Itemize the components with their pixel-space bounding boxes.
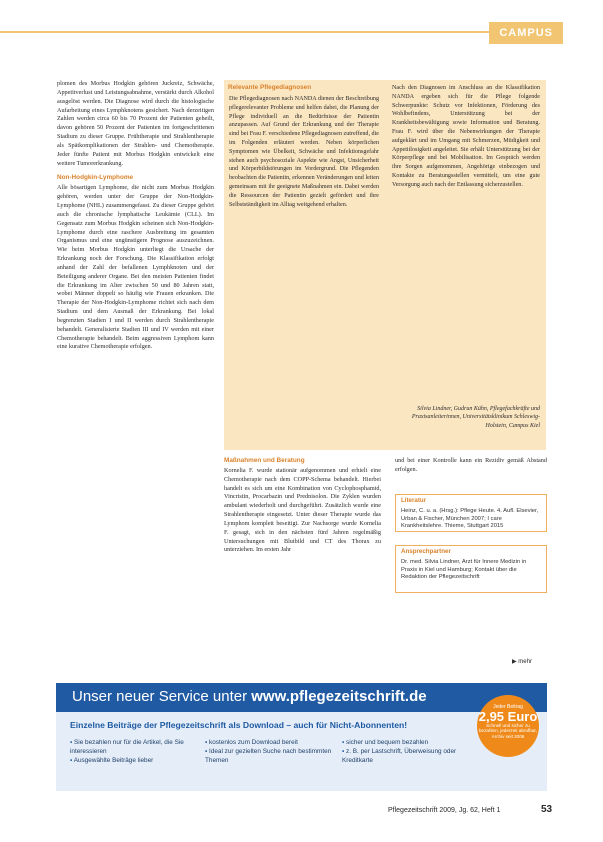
price-value: 2,95 Euro <box>478 709 538 724</box>
ad-feature: ▪ kostenlos zum Download bereit <box>205 738 333 747</box>
ad-subtitle: Einzelne Beiträge der Pflegezeitschrift als Download – auch für Nicht-Abonnenten! <box>70 720 408 730</box>
continuation-marker: ▶ mehr <box>512 659 532 665</box>
journal-citation: Pflegezeitschrift 2009, Jg. 62, Heft 1 <box>388 807 501 814</box>
middle-paragraph: Kornelia F. wurde stationär aufgenommen und erhielt eine Chemotherapie nach dem COPP-Schema behandelt. Hierbei handelt es sich um eine Kombination von Cyclophosphamid, Vincristin, Procarbazin und Prednisolon. Die Zyklen wurden ambulant wiederholt und durchgeführt. Zusätzlich wurde eine Strahlentherapie eingesetzt. Unter dieser Therapie wurde das Lymphom komplett beseitigt. Zur Nachsorge wurde Kornelia F. gesagt, sich in den nächsten fünf Jahren regelmäßig Untersuchungen mit Blutbild und CT des Thorax zu unterziehen. Im ersten Jahr <box>224 466 381 554</box>
ad-feature: ▪ Ausgewählte Beiträge lieber <box>70 756 198 765</box>
page-number: 53 <box>541 804 553 815</box>
contact-heading: Ansprechpartner <box>401 548 451 555</box>
header-rule <box>0 31 560 33</box>
section-tab: CAMPUS <box>489 22 563 44</box>
ad-feature-column-3 <box>342 738 480 765</box>
right-column <box>395 457 547 475</box>
ad-feature: ▪ z. B. per Lastschrift, Überweisung oder Kreditkarte <box>342 747 480 765</box>
panel-column-2: Nach den Diagnosen im Anschluss an die Klassifikation NANDA ergeben sich für die Pflege folgende Schwerpunkte: Schutz vor Infektionen, Förderung des Wohlbefindens, Unterstützung bei der Krankheitsbewältigung sowie Information und Beratung. Frau F. wird über die Nebenwirkungen der Therapie aufgeklärt und im Umgang mit Schmerzen, Müdigkeit und Appetitlosigkeit angeleitet. Sie erhält Unterstützung bei der Körperpflege und bei Mobilisation. Im Gespräch werden ihre Sorgen aufgenommen, Angehörige einbezogen und Kontakte zu Beratungsstellen vermittelt, um eine gute Versorgung auch nach der Entlassung sicherzustellen. <box>392 85 540 188</box>
left-paragraph-2: Alle bösartigen Lymphome, die nicht zum Morbus Hodgkin gehören, werden unter der Gruppe der Non-Hodgkin-Lymphome (NHL) zusammengefasst. Zu dieser Gruppe gehört auch die chronische lymphatische Leukämie (CLL). Im Gegensatz zum Morbus Hodgkin scheinen sich Non-Hodgkin-Lymphome durch eine raschere Ausbreitung im gesamten Organismus und eine ungünstigere Prognose auszuzeichnen. Wie beim Morbus Hodgkin unterliegt die Ursache der Erkrankung noch der Forschung. Die Klassifikation erfolgt anhand der Zahl der befallenen Lymphknoten und der Beteiligung anderer Organe. Bei den meisten Patienten findet die Erkrankung im Alter zwischen 50 und 80 Jahren statt, wobei Männer doppelt so häufig wie Frauen erkranken. Die Therapie der Non-Hodgkin-Lymphome richtet sich nach dem Stadium und dem Ausmaß der Erkrankung. Bei lokal begrenzten Stadien I und II werden durch Strahlentherapie behandelt. Generalisierte Stadien III und IV werden mit einer Chemotherapie behandelt. Beim aggressiven Lymphom kann eine kurative Chemotherapie erfolgen. <box>57 184 214 351</box>
middle-column <box>224 457 381 555</box>
ad-feature: ▪ Ideal zur gezielten Suche nach bestimmten Themen <box>205 747 333 765</box>
literature-box <box>395 494 547 532</box>
service-advertisement <box>56 683 547 791</box>
literature-body: Heinz, C. u. a. (Hrsg.): Pflege Heute. 4. Aufl. Elsevier, Urban & Fischer, München 2007; I care Krankheitslehre. Thieme, Stuttgart 2015 <box>401 508 539 530</box>
price-note: Schnell und sicher zu bezahlen, jederzeit abrufbar, Archiv seit 2006 <box>479 723 537 739</box>
section-header <box>0 18 603 52</box>
ad-feature-list <box>70 738 480 782</box>
left-heading-nhl: Non-Hodgkin-Lymphome <box>57 174 134 182</box>
price-label: Jeder Beitrag <box>493 704 523 710</box>
contact-body: Dr. med. Silvia Lindner, Arzt für Innere Medizin in Praxis in Kiel und Hamburg; Kontakt über die Redaktion der Pflegezeitschrift <box>401 559 527 581</box>
care-diagnosis-panel <box>224 80 546 450</box>
middle-heading: Maßnahmen und Beratung <box>224 457 305 464</box>
left-paragraph-1: plomen des Morbus Hodgkin gehören Juckreiz, Schwäche, Appetitverlust und Leistungsabnahme, verstärkt durch Alkohol ausgelöst werden. Die Diagnose wird durch die histologische Aufarbeitung eines Lymphknotens gesichert. Nach derzeitigen Zahlen werden circa 60 bis 70 Prozent der Patienten geheilt, davon gehören 50 Prozent der Patienten im fortgeschrittenen Stadium zu dieser Gruppe. Frühtherapie und Strahlentherapie als Spätkomplikationen der Strahlen- und Chemotherapie. Jeder fünfte Patient mit Morbus Hodgkin entwickelt eine weitere Tumorerkrankung. <box>57 80 214 167</box>
ad-feature-column-2 <box>205 738 333 765</box>
ad-feature-column-1 <box>70 738 198 765</box>
ad-feature: ▪ Sie bezahlen nur für die Artikel, die Sie interessieren <box>70 738 198 756</box>
panel-author: Silvia Lindner, Gudrun Kühn, Pflegefachkräfte und Praxisanleiterinnen, Universitätsklinikum Schleswig-Holstein, Campus Kiel <box>411 406 540 429</box>
contact-box <box>395 545 547 593</box>
literature-heading: Literatur <box>401 497 427 504</box>
left-column <box>57 80 214 352</box>
panel-column-1: Die Pflegediagnosen nach NANDA dienen der Beschreibung pflegerelevanter Probleme und helfen dabei, die Planung der Pflege individuell an die Bedürfnisse der Patientin anzupassen. Auf Grund der Erkrankung und der Therapie sind bei Frau F. verschiedene Pflegediagnosen zutreffend, die im Folgenden erläutert werden. Neben körperlichen Symptomen wie Übelkeit, Schwäche und Infektionsgefahr stehen auch psychosoziale Aspekte wie Angst, Unsicherheit und Körperbildstörungen im Vordergrund. Die Pflegenden beobachten die Patientin, erkennen Veränderungen und leiten gemeinsam mit ihr geeignete Maßnahmen ein. Dabei werden die Ressourcen der Patientin gezielt gefördert und ihre Selbstständigkeit im Alltag weitgehend erhalten. <box>229 96 379 208</box>
ad-banner <box>56 683 547 712</box>
price-badge <box>477 695 539 757</box>
ad-feature: ▪ sicher und bequem bezahlen <box>342 738 480 747</box>
ad-website-link[interactable]: www.pflegezeitschrift.de <box>251 688 427 705</box>
panel-heading: Relevante Pflegediagnosen <box>228 84 312 91</box>
right-paragraph: und bei einer Kontrolle kann ein Rezidiv gemäß Abstand erfolgen. <box>395 457 547 473</box>
ad-title <box>72 688 427 705</box>
ad-title-text: Unser neuer Service unter <box>72 688 248 705</box>
